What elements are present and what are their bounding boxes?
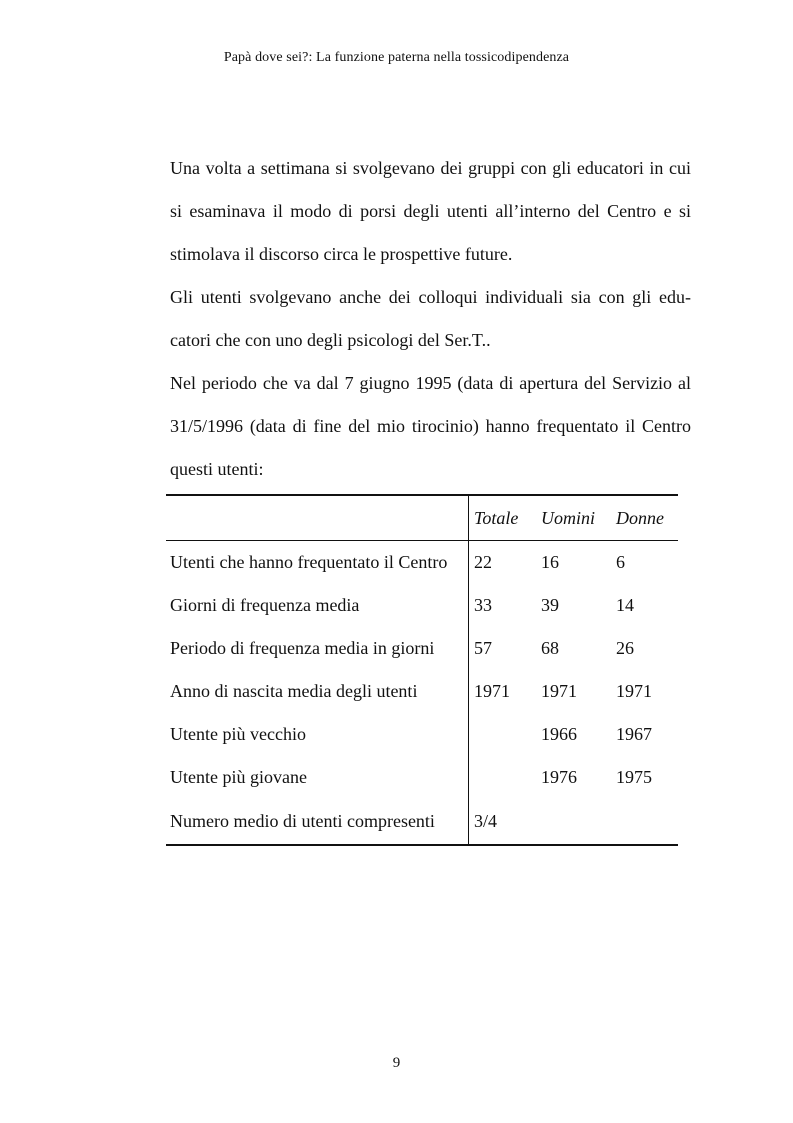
paragraph-1: Una volta a settimana si svolgevano dei gruppi con gli educatori in cui si esaminava il modo di porsi degli utenti all’interno del Centro e si stimolava il discorso circa le prospettive future.	[170, 158, 691, 264]
page-number: 9	[392, 1055, 401, 1071]
cell-uomini: 1966	[541, 724, 577, 744]
table-row	[166, 713, 678, 756]
column-header-uomini: Uomini	[541, 507, 595, 528]
cell-totale	[469, 713, 537, 756]
cell-donne: 26	[616, 638, 634, 658]
table-row	[166, 627, 678, 670]
cell-uomini	[536, 799, 611, 845]
paragraph-3: Nel periodo che va dal 7 giugno 1995 (data di apertura del Servizio al 31/5/1996 (data di fine del mio tirocinio) hanno frequentato il Centro questi utenti:	[170, 373, 691, 479]
cell-uomini: 68	[541, 638, 559, 658]
cell-uomini: 16	[541, 552, 559, 572]
cell-donne: 14	[616, 595, 634, 615]
cell-totale: 1971	[474, 681, 510, 701]
table-row	[166, 756, 678, 799]
row-label: Anno di nascita media degli utenti	[166, 670, 469, 713]
cell-totale	[469, 756, 537, 799]
column-header-donne: Donne	[616, 507, 664, 528]
paragraph-2: Gli utenti svolgevano anche dei colloqui individuali sia con gli edu-catori che con uno degli psicologi del Ser.T..	[170, 287, 691, 350]
row-label: Periodo di frequenza media in giorni	[166, 627, 469, 670]
cell-donne: 1975	[616, 767, 652, 787]
cell-totale: 3/4	[474, 811, 498, 831]
row-label: Numero medio di utenti compresenti	[166, 799, 469, 845]
row-label: Utente più giovane	[166, 756, 469, 799]
cell-totale: 33	[474, 595, 492, 615]
cell-donne: 1967	[616, 724, 652, 744]
body-text	[170, 147, 691, 491]
table-row	[166, 541, 678, 585]
cell-uomini: 1976	[541, 767, 577, 787]
table-header-row	[166, 495, 678, 541]
cell-donne: 1971	[616, 681, 652, 701]
row-label: Utente più vecchio	[166, 713, 469, 756]
row-label: Utenti che hanno frequentato il Centro	[166, 541, 469, 585]
cell-donne: 6	[616, 552, 625, 572]
cell-donne	[611, 799, 678, 845]
column-header-label	[166, 495, 469, 541]
table-row	[166, 670, 678, 713]
row-label: Giorni di frequenza media	[166, 584, 469, 627]
running-header: Papà dove sei?: La funzione paterna nella tossicodipendenza	[223, 50, 570, 65]
column-header-totale: Totale	[474, 507, 519, 528]
cell-uomini: 39	[541, 595, 559, 615]
cell-totale: 57	[474, 638, 492, 658]
table-row	[166, 584, 678, 627]
table-row	[166, 799, 678, 845]
cell-uomini: 1971	[541, 681, 577, 701]
cell-totale: 22	[474, 552, 492, 572]
statistics-table	[166, 494, 678, 846]
